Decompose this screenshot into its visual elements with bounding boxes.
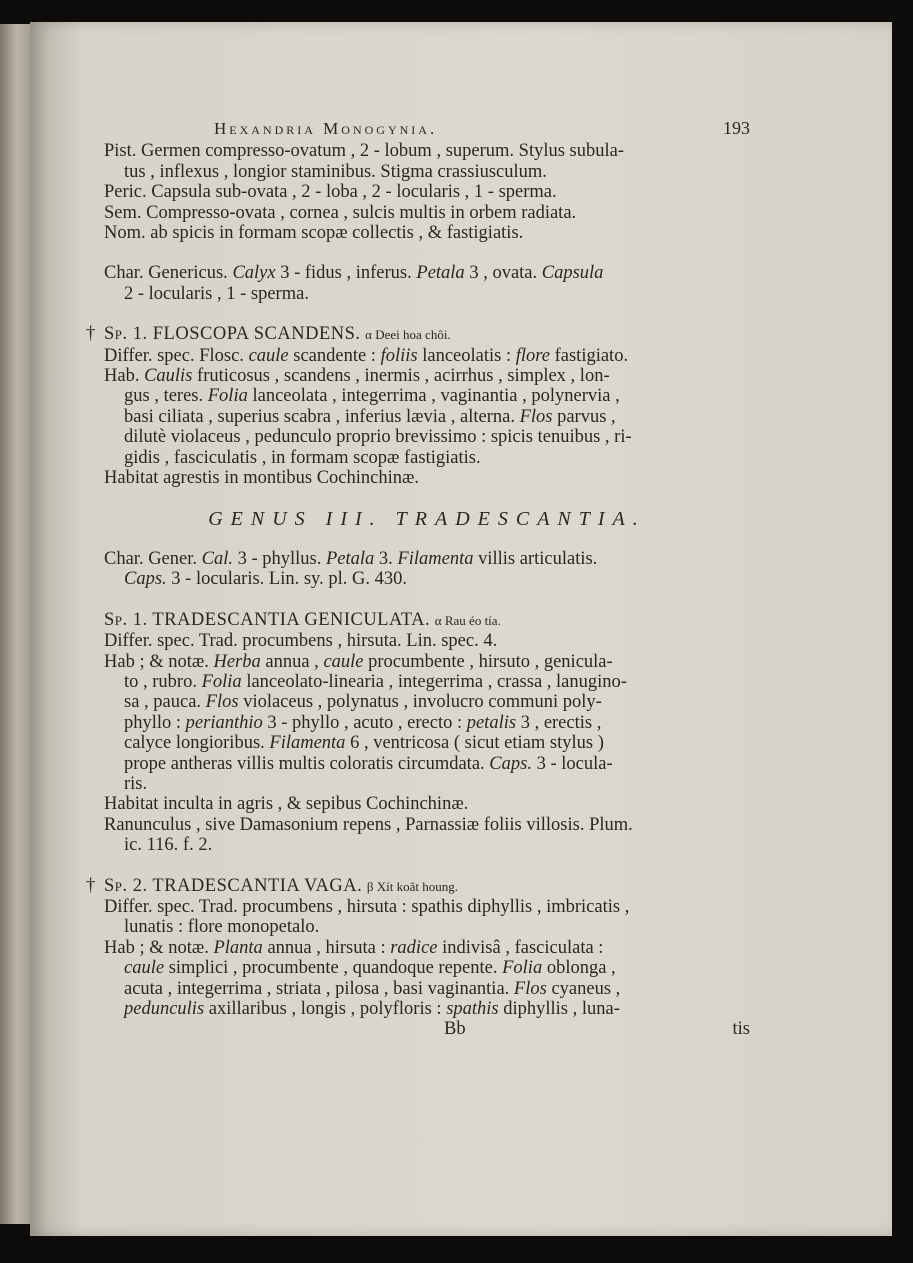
vernacular-name: β Xít koăt houng.: [366, 878, 458, 894]
page-text: [86, 118, 750, 1040]
text-line: 2 - locularis , 1 - sperma.: [124, 283, 309, 304]
text-span: cyaneus ,: [551, 978, 621, 999]
text-span: sa , pauca.: [124, 692, 202, 713]
text-span: acuta , integerrima , striata , pilosa , basi vaginantia.: [124, 978, 510, 999]
text-span: Hab ; & notæ.: [104, 937, 209, 958]
text-span: axillaribus , longis , polyfloris :: [208, 999, 442, 1020]
text-line: [104, 733, 750, 753]
header-title: Hexandria Monogynia.: [214, 119, 438, 138]
page-footer: [104, 1019, 750, 1039]
running-header: [214, 118, 750, 139]
text-line: Differ. spec. Trad. procumbens , hirsuta : spathis diphyllis , imbricatis ,: [104, 897, 630, 917]
text-span: diphyllis , luna-: [503, 999, 620, 1020]
text-span: 6 , ventricosa ( sicut etiam stylus ): [350, 733, 604, 754]
description-block: [104, 141, 750, 243]
text-span: lanceolata , integerrima , vaginantia , polynervia ,: [252, 386, 620, 407]
text-span: basi ciliata , superius scabra , inferius lævia , alterna.: [124, 406, 515, 427]
text-span: fruticosus , scandens , inermis , acirrhus , simplex , lon-: [197, 366, 610, 387]
facing-page-edge: [0, 24, 32, 1224]
vernacular-name: α Rau éo tía.: [434, 612, 501, 628]
text-span: lanceolato-linearia , integerrima , crassa , lanugino-: [246, 671, 627, 692]
text-span: caule: [248, 345, 289, 366]
text-line: Pist. Germen compresso-ovatum , 2 - lobum , superum. Stylus subula-: [104, 141, 625, 162]
species-name: Sp. 2. TRADESCANTIA VAGA.: [104, 875, 363, 896]
text-span: annua , hirsuta :: [267, 937, 386, 958]
text-line: [104, 346, 750, 366]
text-span: Petala: [326, 548, 375, 569]
species-tradescantia-geniculata: [104, 610, 750, 856]
text-span: Flos: [519, 406, 553, 427]
text-span: indivisâ , fasciculata :: [442, 937, 604, 958]
text-span: Char. Gener.: [104, 548, 197, 569]
text-span: caule: [323, 651, 364, 672]
text-span: Calyx: [232, 263, 276, 284]
text-span: Hab ; & notæ.: [104, 651, 209, 672]
text-span: Capsula: [541, 263, 604, 284]
text-line: Sem. Compresso-ovata , cornea , sulcis multis in orbem radiata.: [104, 202, 577, 223]
text-line: [104, 692, 750, 712]
text-span: calyce longioribus.: [124, 733, 265, 754]
signature-mark: Bb: [444, 1019, 466, 1040]
text-span: Hab.: [104, 366, 140, 387]
text-line: [104, 569, 750, 589]
text-span: villis articulatis.: [478, 548, 598, 569]
text-span: violaceus , polynatus , involucro communi poly-: [243, 692, 602, 713]
text-span: oblonga ,: [546, 958, 616, 979]
text-span: Flos: [205, 692, 239, 713]
text-span: petalis: [466, 712, 517, 733]
text-span: prope antheras villis multis coloratis circumdata.: [124, 753, 485, 774]
species-tradescantia-vaga: [86, 875, 750, 1020]
text-span: annua ,: [265, 651, 319, 672]
vernacular-name: α Deei hoa chôi.: [365, 327, 451, 343]
text-line: lunatis : flore monopetalo.: [124, 917, 320, 938]
text-span: spathis: [446, 999, 499, 1020]
text-line: [104, 754, 750, 774]
text-span: 3 - locula-: [536, 753, 613, 774]
text-line: [104, 999, 750, 1019]
text-line: [104, 386, 750, 406]
text-span: Petala: [416, 263, 465, 284]
text-span: Caps.: [124, 569, 167, 590]
text-line: [104, 263, 750, 283]
text-span: fastigiato.: [554, 345, 629, 366]
text-line: [104, 652, 750, 672]
text-span: Herba: [213, 651, 261, 672]
text-span: 3 - locularis. Lin. sy. pl. G. 430.: [171, 569, 407, 590]
text-span: gus , teres.: [124, 386, 204, 407]
text-line: [104, 958, 750, 978]
text-span: caule: [124, 958, 165, 979]
text-line: Differ. spec. Trad. procumbens , hirsuta. Lin. spec. 4.: [104, 631, 498, 652]
text-line: [104, 672, 750, 692]
text-line: Habitat inculta in agris , & sepibus Cochinchinæ.: [104, 794, 469, 815]
genus-heading: GENUS III. TRADESCANTIA.: [208, 507, 646, 530]
text-span: foliis: [380, 345, 418, 366]
species-heading: [86, 875, 750, 897]
text-line: [104, 366, 750, 386]
catchword: tis: [732, 1019, 750, 1040]
text-line: [104, 549, 750, 569]
species-name: Sp. 1. TRADESCANTIA GENICULATA.: [104, 609, 431, 630]
text-span: Caps.: [489, 753, 532, 774]
text-span: Cal.: [201, 548, 233, 569]
text-line: [104, 938, 750, 958]
text-span: phyllo :: [124, 712, 182, 733]
generic-character: [104, 263, 750, 304]
text-line: tus , inflexus , longior staminibus. Stigma crassiusculum.: [124, 161, 547, 182]
text-span: Char. Genericus.: [104, 263, 228, 284]
text-line: ris.: [124, 773, 148, 794]
text-span: simplici , procumbente , quandoque repente.: [168, 958, 498, 979]
text-span: 3.: [378, 548, 393, 569]
page-number: 193: [723, 118, 750, 138]
text-span: parvus ,: [557, 406, 616, 427]
text-span: Planta: [213, 937, 263, 958]
species-heading: [86, 324, 750, 345]
text-span: lanceolatis :: [422, 345, 512, 366]
text-span: radice: [390, 937, 438, 958]
text-span: Differ. spec. Flosc.: [104, 345, 244, 366]
genus-character: [104, 549, 750, 590]
dagger-mark: †: [86, 324, 96, 345]
text-line: Nom. ab spicis in formam scopæ collectis , & fastigiatis.: [104, 223, 524, 244]
text-line: [104, 407, 750, 427]
text-line: Habitat agrestis in montibus Cochinchinæ.: [104, 468, 419, 489]
dagger-mark: †: [86, 875, 96, 896]
text-span: 3 - phyllus.: [237, 548, 322, 569]
text-line: Ranunculus , sive Damasonium repens , Parnassiæ foliis villosis. Plum.: [104, 814, 633, 835]
text-span: Folia: [201, 671, 242, 692]
text-span: 3 - phyllo , acuto , erecto :: [267, 712, 463, 733]
text-span: scandente :: [293, 345, 376, 366]
text-span: 3 - fidus , inferus.: [280, 263, 412, 284]
text-span: 3 , ovata.: [469, 263, 538, 284]
text-span: Folia: [207, 386, 248, 407]
text-span: Folia: [502, 958, 543, 979]
text-span: Flos: [513, 978, 547, 999]
text-line: [104, 713, 750, 733]
text-line: Peric. Capsula sub-ovata , 2 - loba , 2 - locularis , 1 - sperma.: [104, 182, 557, 203]
book-page: [30, 22, 892, 1236]
text-span: to , rubro.: [124, 671, 197, 692]
text-span: flore: [515, 345, 550, 366]
text-span: Filamenta: [397, 548, 474, 569]
species-heading: [104, 610, 750, 631]
text-line: dilutè violaceus , pedunculo proprio brevissimo : spicis tenuibus , ri-: [124, 427, 632, 448]
text-span: pedunculis: [124, 999, 205, 1020]
text-line: ic. 116. f. 2.: [124, 835, 213, 856]
species-floscopa-scandens: [86, 324, 750, 489]
species-name: Sp. 1. FLOSCOPA SCANDENS.: [104, 324, 361, 345]
text-span: procumbente , hirsuto , genicula-: [368, 651, 613, 672]
text-line: [104, 979, 750, 999]
text-span: Filamenta: [269, 733, 346, 754]
text-line: gidis , fasciculatis , in formam scopæ fastigiatis.: [124, 447, 481, 468]
text-span: Caulis: [144, 366, 193, 387]
text-span: perianthio: [185, 712, 263, 733]
text-span: 3 , erectis ,: [520, 712, 602, 733]
